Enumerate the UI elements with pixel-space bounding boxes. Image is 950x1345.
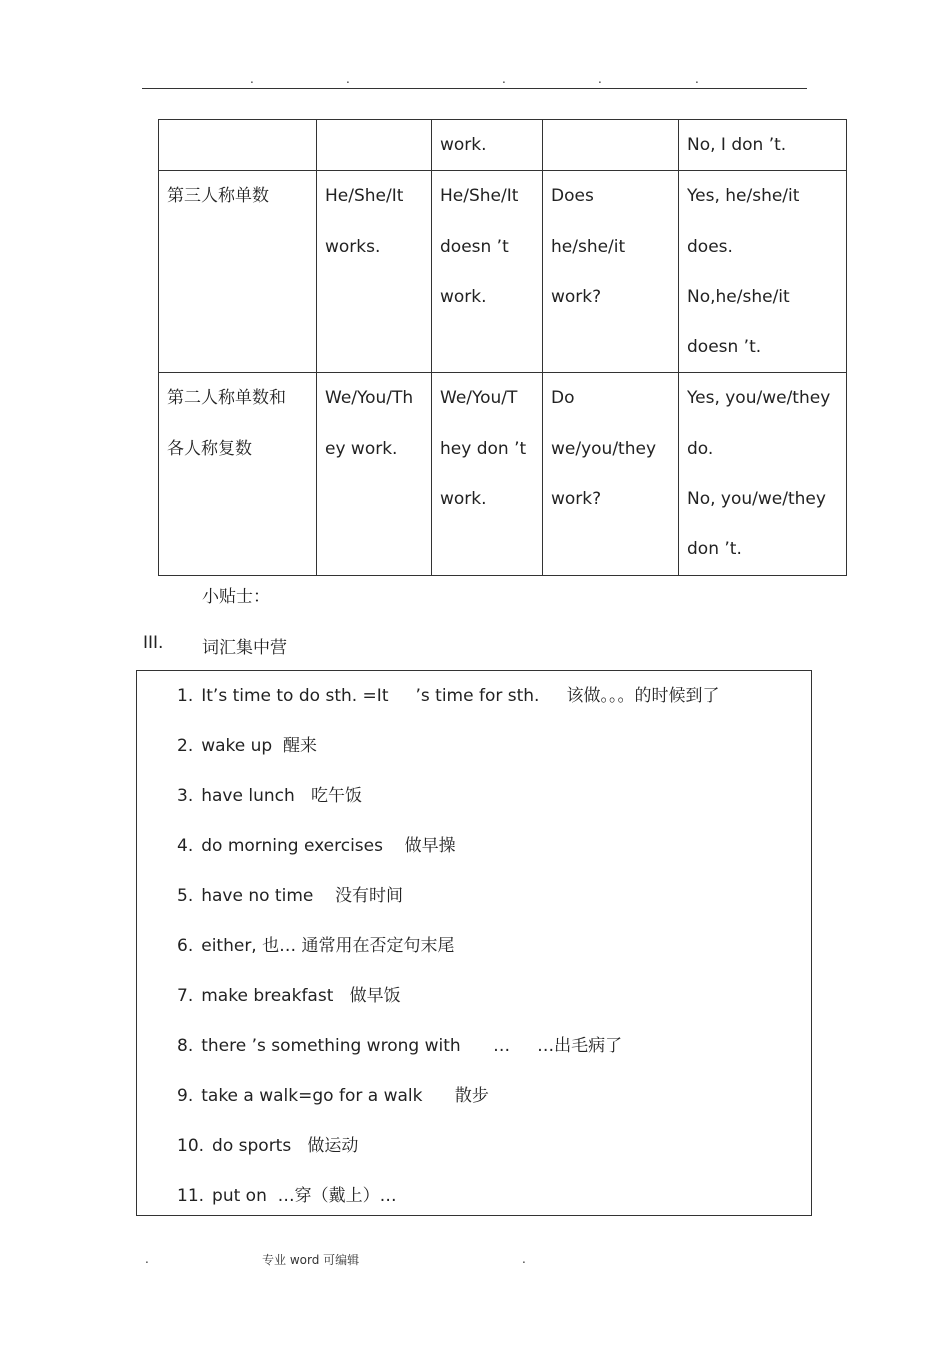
vocab-item [177, 1082, 719, 1132]
section-number: III. [143, 633, 164, 653]
footer-dot: . [522, 1252, 526, 1266]
vocab-item [177, 782, 719, 832]
cell-text: He/She/It [325, 186, 404, 207]
cell-text: we/you/they [551, 438, 657, 459]
vocab-item [177, 832, 719, 882]
vocab-number: 8. [177, 1036, 194, 1056]
vocab-number: 3. [177, 786, 194, 806]
cell-text: work. [440, 286, 487, 307]
cell-text: He/She/It [440, 186, 519, 207]
cell-text: 第二人称单数和 [167, 388, 286, 409]
cell-text: Does [551, 186, 594, 207]
header-rule [142, 88, 807, 89]
cell-negative [432, 171, 543, 373]
cell-negative [432, 120, 543, 171]
vocab-box [136, 670, 812, 1216]
cell-person [159, 171, 317, 373]
vocab-text: wake up 醒来 [201, 736, 318, 756]
table-row [159, 373, 847, 575]
vocab-text: have no time 没有时间 [201, 886, 403, 906]
table-row [159, 120, 847, 171]
cell-text: does. [687, 236, 733, 257]
cell-text: Do [551, 388, 575, 409]
cell-question [543, 120, 679, 171]
header-dot: . [250, 72, 254, 86]
vocab-text: have lunch 吃午饭 [201, 786, 362, 806]
cell-text: work? [551, 286, 602, 307]
cell-text: No,he/she/it [687, 286, 790, 307]
vocab-text: do sports 做运动 [212, 1136, 359, 1156]
cell-text: No, I don ’t. [687, 135, 787, 155]
vocab-text: either, 也… 通常用在否定句末尾 [201, 936, 455, 956]
tip-label: 小贴士： [202, 587, 270, 607]
vocab-item [177, 1182, 719, 1232]
cell-text: doesn ’t [440, 236, 509, 257]
cell-text: 各人称复数 [167, 438, 252, 459]
cell-person [159, 373, 317, 575]
cell-text: hey don ’t [440, 438, 527, 459]
cell-affirmative [317, 120, 432, 171]
vocab-number: 9. [177, 1086, 194, 1106]
cell-answer [679, 120, 847, 171]
footer-dot: . [145, 1252, 149, 1266]
header-dot: . [695, 72, 699, 86]
vocab-item [177, 682, 719, 732]
vocab-item [177, 1032, 719, 1082]
cell-question [543, 171, 679, 373]
cell-text: Yes, you/we/they [687, 388, 831, 409]
cell-affirmative [317, 171, 432, 373]
vocab-number: 7. [177, 986, 194, 1006]
vocab-list [177, 682, 719, 1232]
vocab-text: It’s time to do sth. =It ’s time for sth. 该做。。。的时候到了 [201, 686, 720, 706]
cell-answer [679, 171, 847, 373]
cell-text: work. [440, 489, 487, 510]
vocab-number: 11. [177, 1186, 205, 1206]
vocab-text: do morning exercises 做早操 [201, 836, 456, 856]
vocab-item [177, 982, 719, 1032]
vocab-number: 2. [177, 736, 194, 756]
section-title: 词汇集中营 [202, 638, 287, 658]
header-dot: . [346, 72, 350, 86]
vocab-text: make breakfast 做早饭 [201, 986, 401, 1006]
vocab-item [177, 882, 719, 932]
vocab-item [177, 932, 719, 982]
cell-text: ey work. [325, 438, 398, 459]
cell-question [543, 373, 679, 575]
cell-text: doesn ’t. [687, 337, 762, 358]
cell-affirmative [317, 373, 432, 575]
cell-text: No, you/we/they [687, 489, 826, 510]
vocab-item [177, 1132, 719, 1182]
cell-text: he/she/it [551, 236, 626, 257]
cell-text: work? [551, 489, 602, 510]
cell-text: 第三人称单数 [167, 186, 269, 207]
cell-text: We/You/T [440, 388, 518, 409]
cell-text: do. [687, 438, 714, 459]
vocab-number: 6. [177, 936, 194, 956]
cell-text: Yes, he/she/it [687, 186, 800, 207]
header-dot: . [502, 72, 506, 86]
footer-text: 专业 word 可编辑 [262, 1253, 360, 1267]
cell-text: works. [325, 236, 381, 257]
cell-answer [679, 373, 847, 575]
vocab-text: put on …穿（戴上）… [212, 1186, 397, 1206]
vocab-number: 10. [177, 1136, 205, 1156]
cell-text: work. [440, 135, 487, 155]
table-row [159, 171, 847, 373]
cell-text: don ’t. [687, 539, 742, 560]
header-dot: . [598, 72, 602, 86]
vocab-text: take a walk=go for a walk 散步 [201, 1086, 489, 1106]
cell-negative [432, 373, 543, 575]
grammar-table [158, 119, 847, 576]
vocab-number: 4. [177, 836, 194, 856]
vocab-number: 5. [177, 886, 194, 906]
cell-text: We/You/Th [325, 388, 414, 409]
cell-person [159, 120, 317, 171]
vocab-text: there ’s something wrong with … …出毛病了 [201, 1036, 623, 1056]
vocab-item [177, 732, 719, 782]
vocab-number: 1. [177, 686, 194, 706]
